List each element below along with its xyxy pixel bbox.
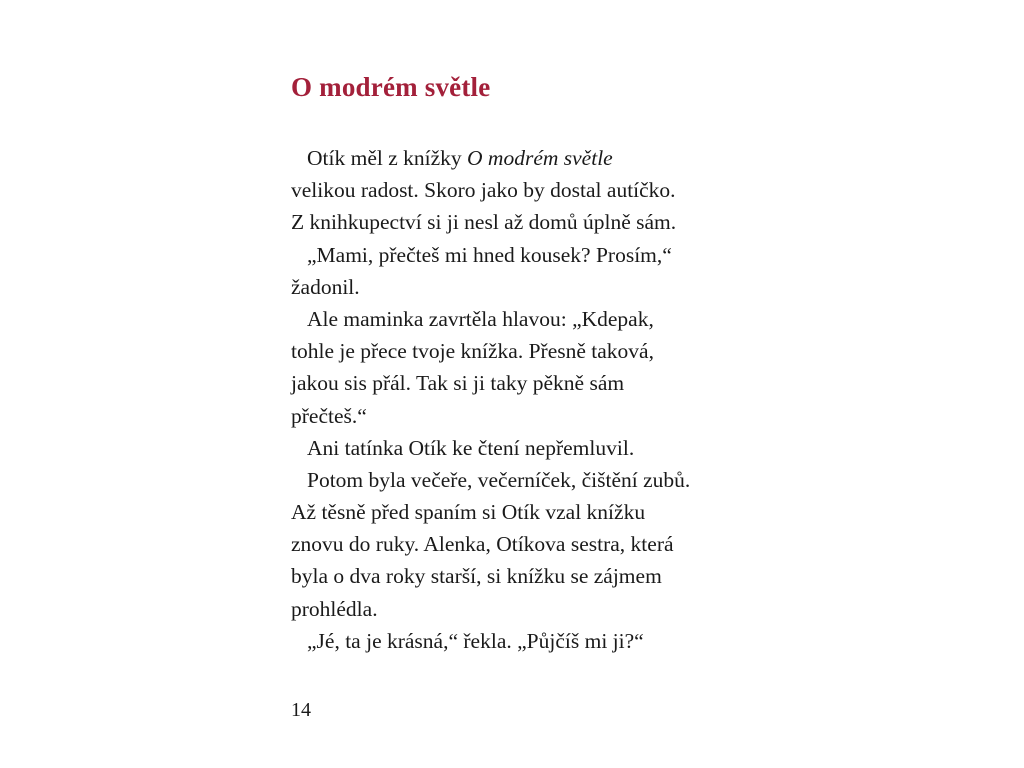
chapter-body xyxy=(291,142,771,657)
text-line xyxy=(291,496,771,528)
text-run: „Mami, přečteš mi hned kousek? Prosím,“ xyxy=(307,242,672,267)
text-run: Otík měl z knížky xyxy=(307,146,468,170)
text-line xyxy=(291,528,771,560)
text-run: znovu do ruky. Alenka, Otíkova sestra, která xyxy=(291,532,674,557)
text-run: přečteš.“ xyxy=(291,403,367,428)
text-run: velikou radost. Skoro jako by dostal autíčko. xyxy=(291,178,676,203)
text-line xyxy=(291,271,771,303)
book-title-italic: O modrém světle xyxy=(467,146,613,170)
text-line xyxy=(291,593,771,625)
text-line xyxy=(291,367,771,399)
text-run: jakou sis přál. Tak si ji taky pěkně sám xyxy=(291,371,625,396)
text-line xyxy=(291,432,771,464)
text-line xyxy=(291,560,771,592)
text-line xyxy=(291,335,771,367)
page-number: 14 xyxy=(291,699,311,721)
text-run: tohle je přece tvoje knížka. Přesně taková, xyxy=(291,339,654,364)
text-line xyxy=(291,303,771,335)
text-run: byla o dva roky starší, si knížku se zájmem xyxy=(291,564,662,589)
text-line xyxy=(291,206,771,238)
text-line xyxy=(291,464,771,496)
text-line xyxy=(291,625,771,657)
text-run: Ani tatínka Otík ke čtení nepřemluvil. xyxy=(307,435,635,460)
text-run: Ale maminka zavrtěla hlavou: „Kdepak, xyxy=(307,306,654,331)
text-line xyxy=(291,400,771,432)
text-line xyxy=(291,174,771,206)
text-run: Potom byla večeře, večerníček, čištění zubů. xyxy=(307,467,691,492)
text-line xyxy=(291,239,771,271)
text-run: „Jé, ta je krásná,“ řekla. „Půjčíš mi ji?“ xyxy=(307,628,644,653)
text-run: prohlédla. xyxy=(291,596,378,621)
chapter-title: O modrém světle xyxy=(291,72,491,102)
text-line xyxy=(291,142,771,174)
text-run: Z knihkupectví si ji nesl až domů úplně sám. xyxy=(291,210,677,235)
text-run: žadonil. xyxy=(291,274,360,299)
text-run: Až těsně před spaním si Otík vzal knížku xyxy=(291,500,646,525)
